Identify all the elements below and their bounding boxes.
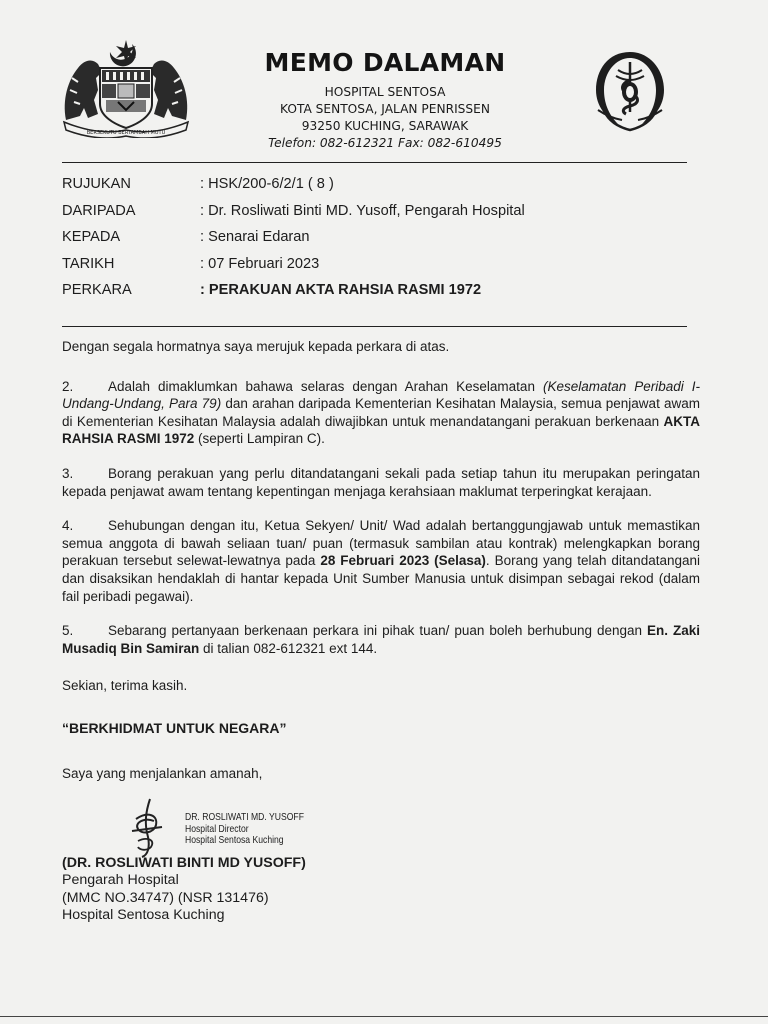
ref-row-rujukan — [62, 176, 702, 203]
paragraph-text: Borang perakuan yang perlu ditandatangani sekali pada setiap tahun itu merupakan peringatan kepada penjawat awam tentang kepentingan menjaga kerahsiaan maklumat terperingkat kerajaan. — [62, 465, 700, 499]
paragraph-number: 4. — [62, 518, 74, 534]
paragraph-text: Adalah dimaklumkan bahawa selaras dengan Arahan Keselamatan — [108, 378, 543, 394]
paragraph-bold-text: 28 Februari 2023 (Selasa) — [320, 553, 486, 569]
ref-label: PERKARA — [62, 282, 132, 299]
ref-row-kepada — [62, 229, 702, 256]
memo-body — [62, 338, 700, 782]
paragraph-5 — [62, 622, 700, 657]
ministry-of-health-logo-icon — [592, 48, 668, 138]
ref-label: RUJUKAN — [62, 176, 131, 192]
memo-header — [200, 48, 570, 152]
ref-row-daripada — [62, 203, 702, 230]
paragraph-number: 5. — [62, 623, 74, 639]
signer-name: (DR. ROSLIWATI BINTI MD YUSOFF) — [62, 855, 306, 871]
ref-value: : 07 Februari 2023 — [200, 255, 320, 272]
paragraph-text: Sehubungan dengan itu, Ketua Sekyen/ Unit/ Wad adalah bertanggungjawab untuk memastikan semua anggota di bawah seliaan tuan/ puan (termasuk sambilan atau kontrak) melengkapkan borang perakuan tersebut selewat-lewatnya pada — [62, 518, 700, 569]
ref-value: : Dr. Rosliwati Binti MD. Yusoff, Pengarah Hospital — [200, 202, 525, 219]
ref-label: KEPADA — [62, 229, 121, 246]
paragraph-number: 2. — [62, 378, 74, 394]
paragraph-number: 3. — [62, 465, 74, 481]
ref-label: DARIPADA — [62, 202, 136, 219]
paragraph-bold-text: En. Zaki Musadiq Bin Samiran — [62, 623, 700, 656]
ref-value: : Senarai Edaran — [200, 229, 310, 246]
page-bottom-edge — [0, 1016, 768, 1017]
paragraph-3 — [62, 465, 700, 500]
ref-value: : HSK/200-6/2/1 ( 8 ) — [200, 176, 334, 192]
paragraph-4 — [62, 517, 700, 605]
signer-block — [62, 855, 306, 925]
paragraph-text: di talian 082-612321 ext 144. — [199, 640, 378, 656]
service-motto: “BERKHIDMAT UNTUK NEGARA” — [62, 719, 287, 736]
header-address-line: KOTA SENTOSA, JALAN PENRISSEN — [280, 102, 490, 116]
header-hospital-name: HOSPITAL SENTOSA — [324, 85, 446, 99]
ref-value-subject: : PERAKUAN AKTA RAHSIA RASMI 1972 — [200, 282, 482, 299]
header-divider — [62, 162, 687, 163]
paragraph-text: dan arahan daripada Kementerian Kesihatan Malaysia, semua penjawat awam di Kementerian Kesihatan Malaysia adalah diwajibkan untuk menandatangani perakuan berkenaan — [62, 396, 700, 429]
paragraph-2 — [62, 378, 700, 448]
paragraph-text: Sebarang pertanyaan berkenaan perkara ini pihak tuan/ puan boleh berhubung dengan — [108, 623, 647, 639]
memo-title: MEMO DALAMAN — [264, 48, 506, 77]
trust-line: Saya yang menjalankan amanah, — [62, 765, 263, 781]
paragraph-text: (seperti Lampiran C). — [194, 431, 325, 447]
stamp-title: Hospital Director — [185, 822, 249, 835]
coat-of-arms-icon — [58, 38, 194, 138]
header-postcode-line: 93250 KUCHING, SARAWAK — [301, 119, 469, 133]
paragraph-text: . Borang yang telah ditandatangani dan disaksikan hendaklah di hantar kepada Unit Sumber Manusia untuk disimpan sebagai rekod (dalam fail peribadi pegawai). — [62, 553, 700, 604]
signature-stamp — [185, 812, 304, 847]
stamp-name: DR. ROSLIWATI MD. YUSOFF — [185, 811, 304, 823]
intro-paragraph: Dengan segala hormatnya saya merujuk kepada perkara di atas. — [62, 339, 450, 354]
stamp-place: Hospital Sentosa Kuching — [185, 834, 284, 846]
paragraph-bold-text: AKTA RAHSIA RASMI 1972 — [62, 413, 700, 447]
closing-line: Sekian, terima kasih. — [62, 678, 188, 694]
reference-block — [62, 176, 702, 309]
ref-row-tarikh — [62, 256, 702, 283]
signer-place: Hospital Sentosa Kuching — [62, 907, 225, 924]
subject-divider — [62, 326, 687, 327]
ref-row-perkara — [62, 282, 702, 309]
crest-motto: BERSEKUTU BERTAMBAH MUTU — [86, 130, 166, 136]
ref-label: TARIKH — [62, 255, 115, 272]
paragraph-italic-text: (Keselamatan Peribadi I- Undang-Undang, Para 79) — [62, 378, 701, 412]
signer-title: Pengarah Hospital — [62, 872, 179, 889]
header-contact-line: Telefon: 082-612321 Fax: 082-610495 — [268, 136, 502, 150]
signer-ids: (MMC NO.34747) (NSR 131476) — [62, 889, 269, 906]
